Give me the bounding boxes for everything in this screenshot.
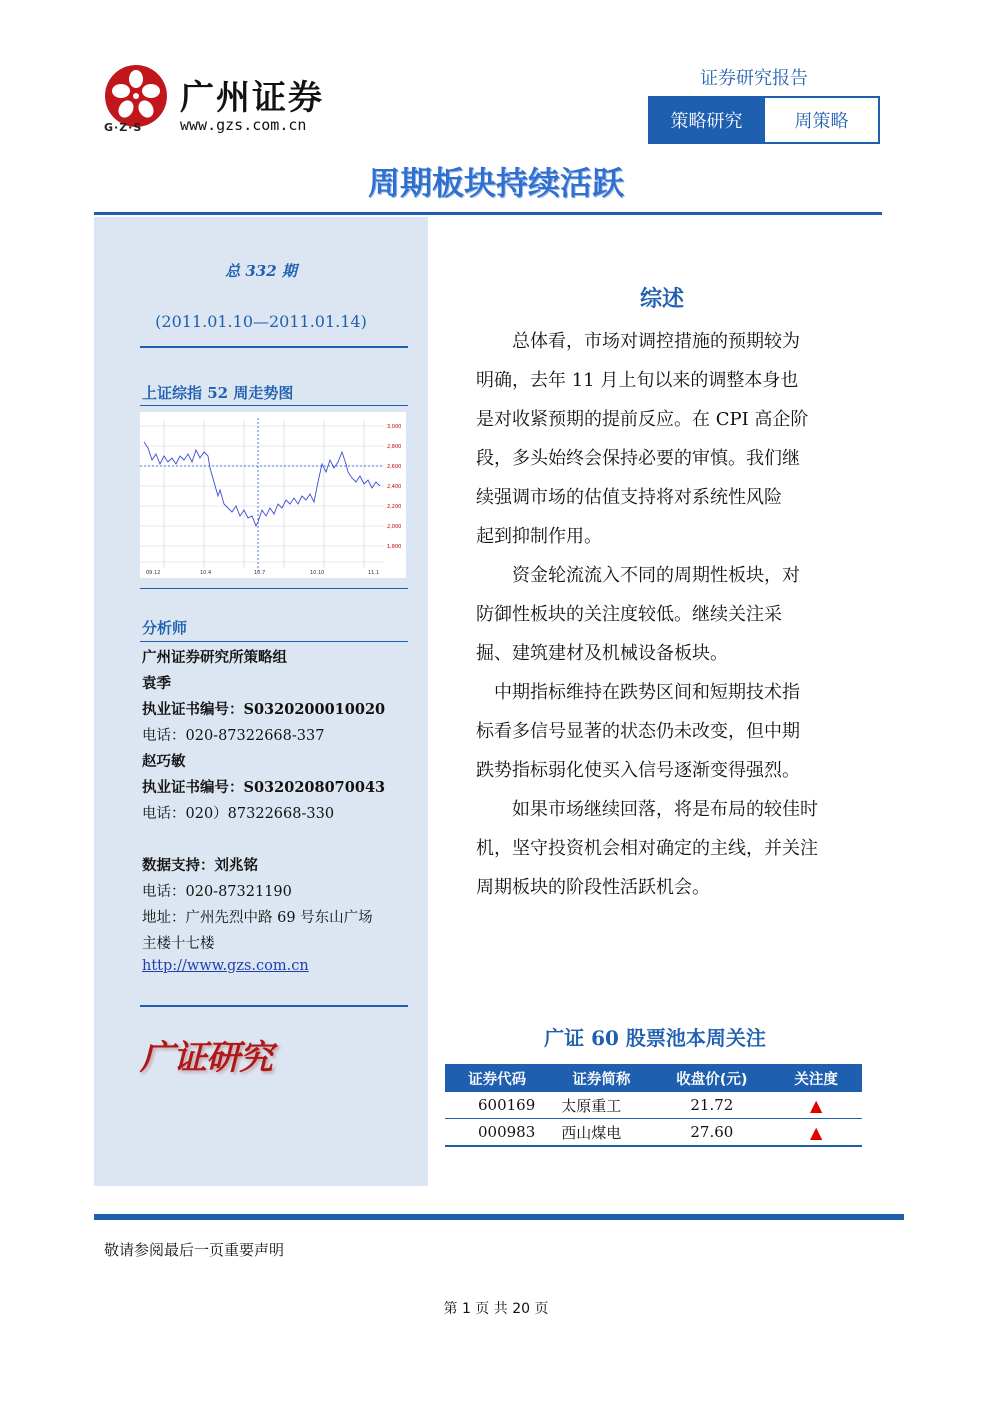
svg-text:10.4: 10.4 <box>200 570 212 576</box>
svg-text:1,800: 1,800 <box>387 544 402 550</box>
analyst-heading: 分析师 <box>142 619 188 637</box>
attention-up-icon: ▲ <box>770 1092 862 1119</box>
table-header-row <box>445 1064 862 1092</box>
company-abbreviation: G·Z·S <box>104 121 143 134</box>
title-divider <box>94 212 882 215</box>
company-address-cont: 主楼十七楼 <box>142 936 215 952</box>
sidebar-divider <box>140 641 408 642</box>
svg-text:2,000: 2,000 <box>387 524 402 530</box>
report-title: 周期板块持续活跃 <box>367 164 624 202</box>
research-stamp-logo: 广证研究 <box>140 1038 272 1078</box>
stock-code: 000983 <box>445 1119 549 1147</box>
table-row <box>445 1092 862 1119</box>
analyst-team: 广州证券研究所策略组 <box>142 649 287 666</box>
close-price: 27.60 <box>654 1119 771 1147</box>
svg-text:2,200: 2,200 <box>387 504 402 510</box>
close-price: 21.72 <box>654 1092 771 1119</box>
summary-paragraph: 如果市场继续回落，将是布局的较佳时 机，坚守投资机会相对确定的主线，并关注 周期板块的阶段性活跃机会。 <box>476 799 818 898</box>
analyst-license: 执业证书编号：S0320200010020 <box>142 701 386 718</box>
svg-text:3,000: 3,000 <box>387 424 402 430</box>
table-row <box>445 1119 862 1147</box>
column-header-price: 收盘价(元) <box>654 1064 771 1092</box>
report-category-tags <box>648 96 880 144</box>
sidebar-divider <box>140 1005 408 1007</box>
page-number: 第 1 页 共 20 页 <box>443 1301 549 1317</box>
stock-code: 600169 <box>445 1092 549 1119</box>
column-header-code: 证券代码 <box>445 1064 549 1092</box>
support-phone: 电话：020-87321190 <box>142 884 292 900</box>
category-tag-strategy: 策略研究 <box>650 98 763 142</box>
disclaimer-notice: 敬请参阅最后一页重要声明 <box>104 1241 285 1259</box>
column-header-name: 证券简称 <box>549 1064 653 1092</box>
analyst-phone: 电话：020）87322668-330 <box>142 806 335 822</box>
report-type-label: 证券研究报告 <box>700 68 808 89</box>
summary-paragraph: 中期指标维持在跌势区间和短期技术指 标看多信号显著的状态仍未改变，但中期 跌势指标弱化使买入信号逐渐变得强烈。 <box>476 682 800 781</box>
stock-pool-title: 广证 60 股票池本周关注 <box>544 1026 766 1050</box>
summary-heading: 综述 <box>640 286 685 312</box>
attention-up-icon: ▲ <box>770 1119 862 1147</box>
company-website: www.gzs.com.cn <box>180 116 307 134</box>
svg-text:2,400: 2,400 <box>387 484 402 490</box>
sidebar-divider <box>140 346 408 348</box>
index-52-week-chart <box>140 412 406 578</box>
data-support: 数据支持：刘兆铭 <box>142 857 258 874</box>
analyst-phone: 电话：020-87322668-337 <box>142 728 325 744</box>
company-name: 广州证券 <box>180 78 324 118</box>
svg-text:2,800: 2,800 <box>387 444 402 450</box>
svg-text:11.1: 11.1 <box>368 570 380 576</box>
svg-text:10.7: 10.7 <box>254 570 266 576</box>
report-period: (2011.01.10—2011.01.14) <box>155 312 367 331</box>
summary-paragraph: 资金轮流流入不同的周期性板块，对 防御性板块的关注度较低。继续关注采 掘、建筑建材及机械设备板块。 <box>476 565 800 664</box>
website-link-line <box>142 958 309 974</box>
stock-name: 西山煤电 <box>549 1119 653 1147</box>
analyst-name: 赵巧敏 <box>142 753 186 770</box>
company-logo-emblem <box>104 64 168 128</box>
svg-text:2,600: 2,600 <box>387 464 402 470</box>
analyst-license: 执业证书编号：S0320208070043 <box>142 779 386 796</box>
svg-text:09.12: 09.12 <box>146 570 161 576</box>
category-tag-weekly: 周策略 <box>763 98 878 142</box>
issue-number: 总 332 期 <box>225 262 297 280</box>
sidebar-divider <box>140 405 408 406</box>
analyst-name: 袁季 <box>142 675 171 692</box>
index-chart-heading: 上证综指 52 周走势图 <box>142 384 294 402</box>
column-header-attention: 关注度 <box>770 1064 862 1092</box>
company-address: 地址：广州先烈中路 69 号东山广场 <box>142 910 373 926</box>
footer-divider <box>94 1214 904 1220</box>
summary-paragraph: 总体看，市场对调控措施的预期较为 明确，去年 11 月上旬以来的调整本身也 是对收紧预期的提前反应。在 CPI 高企阶 段，多头始终会保持必要的审慎。我们继 续强调市场的估值支持将对系统性风险 起到抑制作用。 <box>476 331 809 547</box>
website-link[interactable]: http://www.gzs.com.cn <box>142 958 309 974</box>
svg-text:10.10: 10.10 <box>310 570 325 576</box>
stock-pool-table <box>445 1064 862 1147</box>
sidebar-divider <box>140 588 408 589</box>
stock-name: 太原重工 <box>549 1092 653 1119</box>
